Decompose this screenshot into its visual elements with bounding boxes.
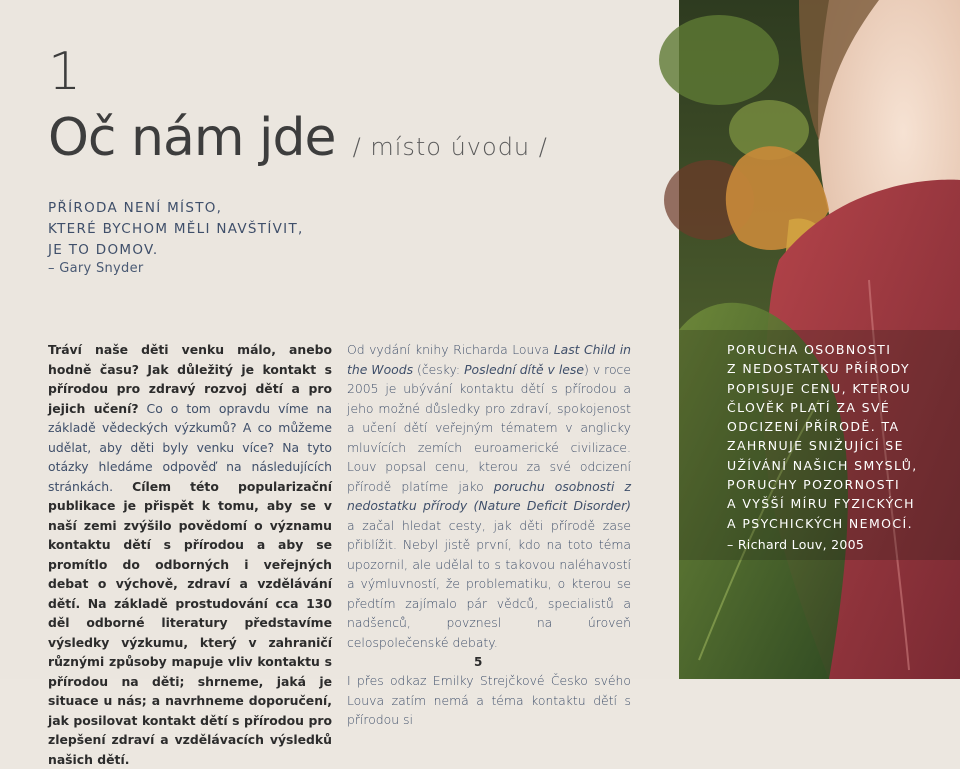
intro-questions: Tráví naše děti venku málo, anebo hodně času? Jak důležitý je kontakt s přírodou pro zdravý rozvoj dětí a pro jejich učení? — [48, 342, 332, 416]
photo-quote-line: POPISUJE CENU, KTEROU — [727, 380, 912, 396]
quote-line: JE TO DOMOV. — [48, 242, 159, 258]
text-run: a začal hledat cesty, jak děti přírodě zase přiblížit. Nebyl jistě první, kdo na toto téma upozornil, ale udělal to s takovou naléhavostí a výmluvností, že problematiku, o kterou se předtím zajímalo pár vědců, specialistů a nadšenců, povznesl na úroveň celospolečenské debaty. — [347, 517, 631, 650]
text-run: (česky: — [413, 361, 465, 377]
text-run: Od vydání knihy Richarda Louva — [347, 342, 554, 357]
paragraph — [347, 340, 631, 652]
photo-quote-line: A PSYCHICKÝCH NEMOCÍ. — [727, 515, 913, 531]
photo-quote-line: ZAHRNUJE SNIŽUJÍCÍ SE — [727, 438, 904, 454]
chapter-title: Oč nám jde — [48, 108, 336, 168]
intro-goal: Cílem této popularizační publikace je přispět k tomu, aby se v naší zemi zvýšilo povědomí o významu kontaktu dětí s přírodou a aby se promítlo do odborných i veřejných debat o výchově, zdraví a vzdělávání dětí. — [48, 478, 332, 611]
chapter-number: 1 — [48, 42, 81, 102]
chapter-subtitle: / místo úvodu / — [352, 133, 548, 161]
text-run: I přes odkaz Emilky Strejčkové Česko svého Louva zatím nemá a téma kontaktu dětí s přírodou si — [347, 673, 631, 727]
photo-quote-line: A VYŠŠÍ MÍRU FYZICKÝCH — [727, 496, 915, 512]
photo-quote-author: – Richard Louv, 2005 — [727, 537, 865, 552]
photo-quote-line: ČLOVĚK PLATÍ ZA SVÉ — [727, 399, 891, 415]
text-column-middle — [347, 340, 631, 749]
paragraph — [347, 671, 631, 730]
photo-quote — [727, 340, 947, 533]
intro-column-left — [48, 340, 332, 769]
quote-author: – Gary Snyder — [48, 261, 144, 276]
intro-method: Na základě prostudování cca 130 děl odborné literatury představíme výsledky výzkumu, který v zahraničí různými způsoby mapuje vliv kontaktu s přírodou na děti; shrneme, jaká je situace u nás; a navrhneme doporučení, jak posilovat kontakt dětí s přírodou pro zlepšení zdraví a vzdělávacích výsledků našich dětí. — [48, 595, 332, 767]
book-title: Last Child in the Woods — [347, 342, 631, 377]
photo-quote-line: PORUCHY POZORNOSTI — [727, 477, 901, 493]
intro-research-questions: Co o tom opravdu víme na základě vědeckých výzkumů? A co můžeme udělat, aby děti byly venku více? Na tyto otázky hledáme odpověď na následujících stránkách. — [48, 400, 332, 494]
photo-quote-line: UŽÍVÁNÍ NAŠICH SMYSLŮ, — [727, 457, 918, 473]
photo-quote-line: ODCIZENÍ PŘÍRODĚ. TA — [727, 419, 900, 435]
quote-line: PŘÍRODA NENÍ MÍSTO, — [48, 200, 223, 216]
page-number: 5 — [474, 655, 483, 669]
book-title-czech: Poslední dítě v lese — [464, 361, 585, 377]
photo-quote-line: Z NEDOSTATKU PŘÍRODY — [727, 361, 911, 377]
text-run: ) v roce 2005 je ubývání kontaktu dětí s přírodou a jeho možné důsledky pro zdraví, spokojenost a učení dětí veřejným tématem v anglicky mluvících zemích euroamerické civilizace. Louv popsal cenu, kterou za své odcizení přírodě platíme jako — [347, 361, 631, 494]
term-nature-deficit: poruchu osobnosti z nedostatku přírody (Nature Deficit Disorder) — [347, 478, 631, 513]
quote-line: KTERÉ BYCHOM MĚLI NAVŠTÍVIT, — [48, 221, 304, 237]
epigraph-quote — [48, 198, 368, 261]
photo-quote-line: PORUCHA OSOBNOSTI — [727, 342, 892, 357]
chapter-title-row — [48, 108, 548, 168]
